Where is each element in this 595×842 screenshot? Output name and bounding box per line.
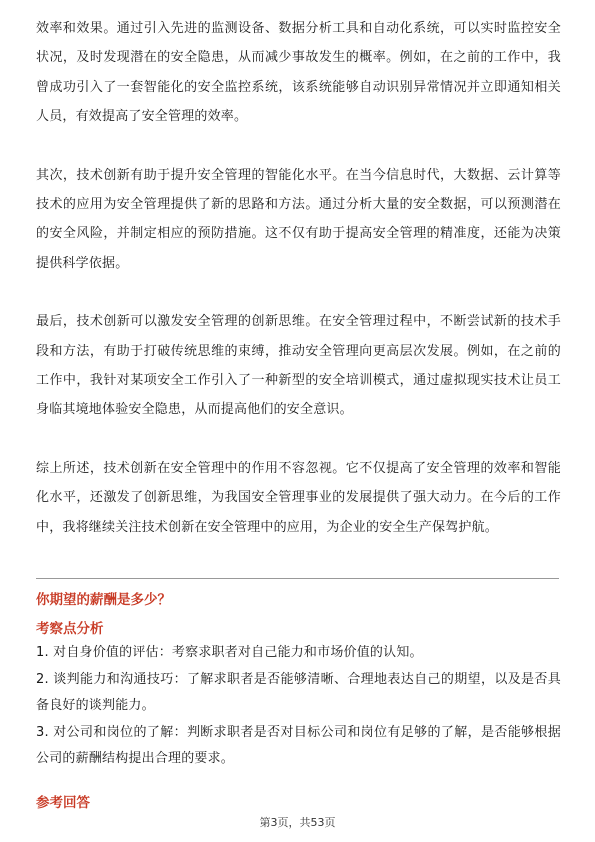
- analysis-points: [36, 640, 561, 773]
- answer-heading: 参考回答: [36, 795, 90, 811]
- analysis-point-2: 2. 谈判能力和沟通技巧：了解求职者是否能够清晰、合理地表达自己的期望，以及是否具备良好的谈判能力。: [36, 671, 561, 714]
- analysis-point-3: 3. 对公司和岗位的了解：判断求职者是否对目标公司和岗位有足够的了解，是否能够根据公司的薪酬结构提出合理的要求。: [36, 724, 561, 767]
- analysis-point-1: 1. 对自身价值的评估：考察求职者对自己能力和市场价值的认知。: [36, 645, 423, 660]
- paragraph-innovation: 最后，技术创新可以激发安全管理的创新思维。在安全管理过程中，不断尝试新的技术手段和方法，有助于打破传统思维的束缚，推动安全管理向更高层次发展。例如，在之前的工作中，我针对某项安全工作引入了一种新型的安全培训模式，通过虚拟现实技术让员工身临其境地体验安全隐患，从而提高他们的安全意识。: [36, 314, 561, 418]
- paragraph-intelligence: 其次，技术创新有助于提升安全管理的智能化水平。在当今信息时代，大数据、云计算等技术的应用为安全管理提供了新的思路和方法。通过分析大量的安全数据，可以预测潜在的安全风险，并制定相应的预防措施。这不仅有助于提高安全管理的精准度，还能为决策提供科学依据。: [36, 167, 561, 271]
- section-divider: [36, 578, 559, 579]
- paragraph-conclusion: 综上所述，技术创新在安全管理中的作用不容忽视。它不仅提高了安全管理的效率和智能化水平，还激发了创新思维，为我国安全管理事业的发展提供了强大动力。在今后的工作中，我将继续关注技术创新在安全管理中的应用，为企业的安全生产保驾护航。: [36, 460, 561, 535]
- article-body: [36, 14, 561, 542]
- paragraph-efficiency: 效率和效果。通过引入先进的监测设备、数据分析工具和自动化系统，可以实时监控安全状况，及时发现潜在的安全隐患，从而减少事故发生的概率。例如，在之前的工作中，我曾成功引入了一套智能化的安全监控系统，该系统能够自动识别异常情况并立即通知相关人员，有效提高了安全管理的效率。: [36, 21, 561, 125]
- question-title: 你期望的薪酬是多少？: [36, 592, 171, 608]
- page-number: 第3页，共53页: [259, 816, 336, 829]
- analysis-heading: 考察点分析: [36, 621, 104, 637]
